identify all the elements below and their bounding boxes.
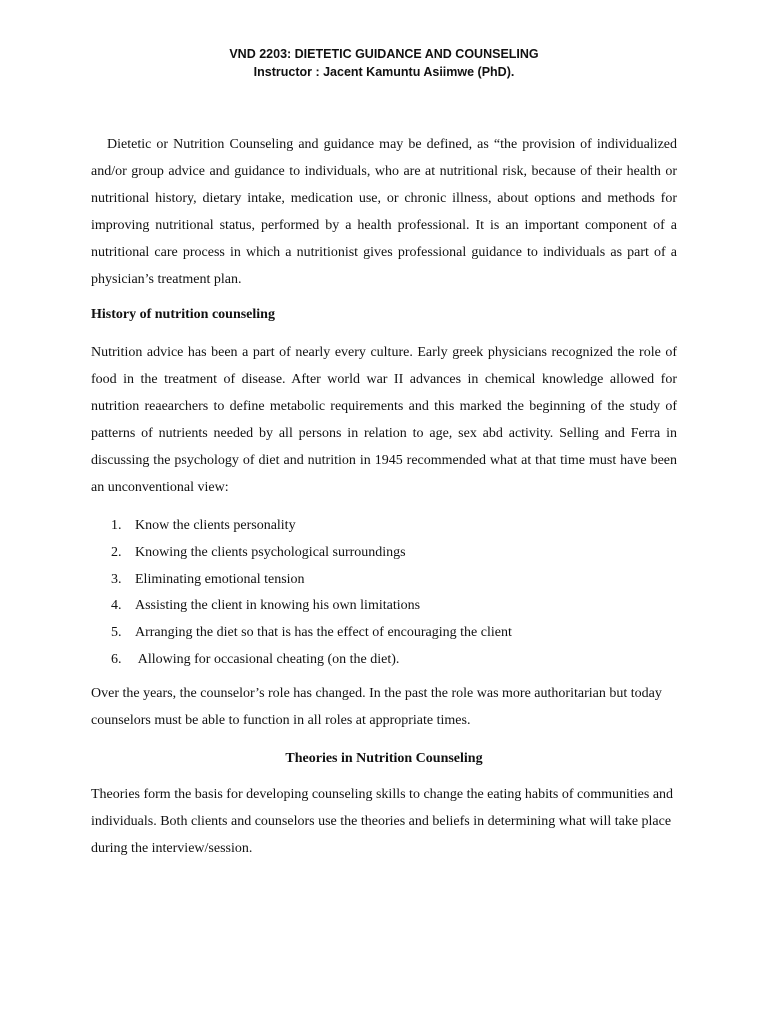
list-item-text: Knowing the clients psychological surroundings	[135, 544, 406, 560]
list-item	[111, 567, 671, 594]
list-item	[111, 647, 671, 674]
theories-heading: Theories in Nutrition Counseling	[285, 751, 483, 766]
history-paragraph: Nutrition advice has been a part of nearly every culture. Early greek physicians recognized the role of food in the treatment of disease. After world war II advances in chemical knowledge allowed for nutrition reaearchers to define metabolic requirements and this marked the beginning of the study of patterns of nutrients needed by all persons in relation to age, sex abd activity. Selling and Ferra in discussing the psychology of diet and nutrition in 1945 recommended what at that time must have been an unconventional view:	[91, 345, 677, 495]
theories-paragraph: Theories form the basis for developing counseling skills to change the eating habits of communities and individuals. Both clients and counselors use the theories and beliefs in determining what will take place during the interview/session.	[91, 787, 674, 856]
list-item	[111, 593, 671, 620]
list-item-number: 6.	[111, 651, 122, 667]
history-heading: History of nutrition counseling	[91, 307, 275, 322]
instructor-line: Instructor : Jacent Kamuntu Asiimwe (PhD).	[253, 65, 515, 79]
list-item-text: Allowing for occasional cheating (on the diet).	[135, 651, 400, 667]
course-title: VND 2203: DIETETIC GUIDANCE AND COUNSELING	[229, 47, 539, 61]
list-item-number: 3.	[111, 571, 122, 587]
recommendation-list	[111, 513, 671, 674]
list-item	[111, 513, 671, 540]
list-item-number: 4.	[111, 598, 122, 614]
role-paragraph: Over the years, the counselor’s role has changed. In the past the role was more authoritarian but today counselors must be able to function in all roles at appropriate times.	[91, 686, 662, 728]
list-item	[111, 540, 671, 567]
list-item-text: Assisting the client in knowing his own limitations	[135, 598, 421, 614]
list-item	[111, 620, 671, 647]
list-item-text: Know the clients personality	[135, 518, 296, 533]
document-header	[0, 45, 768, 81]
list-item-number: 5.	[111, 625, 122, 641]
list-item-number: 2.	[111, 544, 122, 560]
list-item-text: Arranging the diet so that is has the effect of encouraging the client	[135, 625, 512, 641]
list-item-text: Eliminating emotional tension	[135, 571, 305, 587]
list-item-number: 1.	[111, 518, 122, 533]
intro-paragraph: Dietetic or Nutrition Counseling and guidance may be defined, as “the provision of individualized and/or group advice and guidance to individuals, who are at nutritional risk, because of their health or nutritional history, dietary intake, medication use, or chronic illness, about options and methods for improving nutritional status, performed by a health professional. It is an important component of a nutritional care process in which a nutritionist gives professional guidance to individuals as part of a physician’s treatment plan.	[91, 137, 677, 287]
